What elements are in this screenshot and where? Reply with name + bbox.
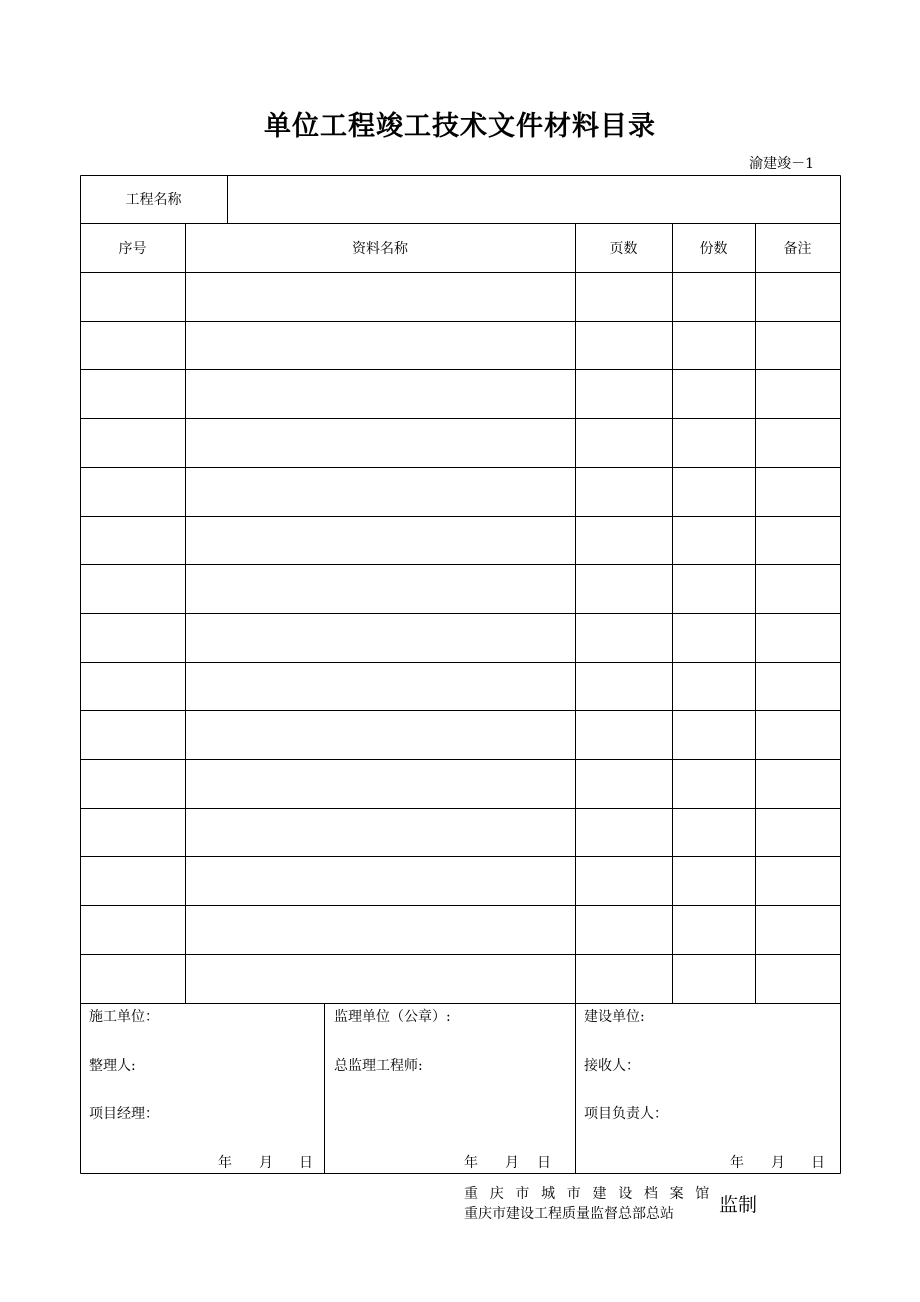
cell-copies[interactable]	[672, 905, 755, 954]
cell-remarks[interactable]	[755, 369, 840, 418]
cell-pages[interactable]	[575, 467, 672, 516]
cell-pages[interactable]	[575, 321, 672, 370]
cell-serial[interactable]	[80, 613, 185, 662]
cell-serial[interactable]	[80, 418, 185, 467]
cell-remarks[interactable]	[755, 808, 840, 857]
cell-copies[interactable]	[672, 418, 755, 467]
cell-serial[interactable]	[80, 905, 185, 954]
chief-supervisor-label: 总监理工程师:	[334, 1058, 423, 1074]
cell-copies[interactable]	[672, 321, 755, 370]
cell-copies[interactable]	[672, 564, 755, 613]
cell-name[interactable]	[185, 710, 575, 759]
cell-pages[interactable]	[575, 613, 672, 662]
cell-pages[interactable]	[575, 954, 672, 1003]
cell-remarks[interactable]	[755, 856, 840, 905]
footer-archive-name: 重庆市城市建设档案馆	[464, 1186, 721, 1202]
project-name-label: 工程名称	[125, 192, 182, 208]
cell-serial[interactable]	[80, 856, 185, 905]
cell-name[interactable]	[185, 369, 575, 418]
header-copy-count: 份数	[699, 240, 728, 257]
cell-remarks[interactable]	[755, 954, 840, 1003]
cell-name[interactable]	[185, 613, 575, 662]
header-remarks: 备注	[783, 240, 812, 257]
cell-pages[interactable]	[575, 710, 672, 759]
cell-pages[interactable]	[575, 808, 672, 857]
header-document-name: 资料名称	[352, 240, 408, 257]
cell-serial[interactable]	[80, 516, 185, 565]
receiver-label: 接收人：	[584, 1058, 640, 1074]
page-title: 单位工程竣工技术文件材料目录	[264, 111, 656, 142]
cell-serial[interactable]	[80, 759, 185, 808]
date-year-supervision: 年	[464, 1155, 478, 1171]
cell-remarks[interactable]	[755, 467, 840, 516]
cell-remarks[interactable]	[755, 321, 840, 370]
project-manager-label: 项目经理：	[89, 1106, 159, 1122]
cell-copies[interactable]	[672, 369, 755, 418]
owner-unit-label: 建设单位:	[584, 1009, 645, 1025]
cell-remarks[interactable]	[755, 759, 840, 808]
project-leader-label: 项目负责人：	[584, 1106, 668, 1122]
cell-remarks[interactable]	[755, 272, 840, 321]
cell-copies[interactable]	[672, 272, 755, 321]
cell-remarks[interactable]	[755, 710, 840, 759]
date-year-owner: 年	[730, 1155, 744, 1171]
cell-remarks[interactable]	[755, 905, 840, 954]
cell-name[interactable]	[185, 759, 575, 808]
cell-name[interactable]	[185, 564, 575, 613]
supervision-unit-label: 监理单位（公章）:	[334, 1009, 451, 1025]
project-name-value[interactable]	[227, 175, 840, 223]
cell-remarks[interactable]	[755, 564, 840, 613]
cell-serial[interactable]	[80, 710, 185, 759]
date-month-owner: 月	[771, 1155, 785, 1171]
date-day-construction: 日	[299, 1155, 313, 1171]
cell-pages[interactable]	[575, 905, 672, 954]
footer-supervision-station: 重庆市建设工程质量监督总部总站	[464, 1206, 674, 1222]
cell-pages[interactable]	[575, 856, 672, 905]
cell-name[interactable]	[185, 905, 575, 954]
cell-remarks[interactable]	[755, 662, 840, 711]
organizer-label: 整理人:	[89, 1058, 136, 1074]
cell-name[interactable]	[185, 856, 575, 905]
cell-serial[interactable]	[80, 662, 185, 711]
date-month-construction: 月	[259, 1155, 273, 1171]
date-day-supervision: 日	[537, 1155, 551, 1171]
cell-serial[interactable]	[80, 467, 185, 516]
cell-name[interactable]	[185, 272, 575, 321]
cell-serial[interactable]	[80, 564, 185, 613]
cell-copies[interactable]	[672, 954, 755, 1003]
cell-copies[interactable]	[672, 613, 755, 662]
footer-supervised-by: 监制	[719, 1194, 758, 1216]
cell-pages[interactable]	[575, 564, 672, 613]
cell-pages[interactable]	[575, 272, 672, 321]
cell-pages[interactable]	[575, 662, 672, 711]
construction-unit-label: 施工单位：	[89, 1009, 159, 1025]
cell-serial[interactable]	[80, 954, 185, 1003]
cell-remarks[interactable]	[755, 516, 840, 565]
cell-pages[interactable]	[575, 369, 672, 418]
cell-copies[interactable]	[672, 710, 755, 759]
cell-copies[interactable]	[672, 467, 755, 516]
header-page-count: 页数	[609, 240, 638, 257]
header-serial-number: 序号	[118, 240, 147, 257]
cell-name[interactable]	[185, 954, 575, 1003]
cell-name[interactable]	[185, 321, 575, 370]
cell-serial[interactable]	[80, 321, 185, 370]
date-year-construction: 年	[218, 1155, 232, 1171]
cell-name[interactable]	[185, 516, 575, 565]
date-month-supervision: 月	[505, 1155, 519, 1171]
cell-remarks[interactable]	[755, 613, 840, 662]
cell-pages[interactable]	[575, 418, 672, 467]
cell-name[interactable]	[185, 418, 575, 467]
cell-serial[interactable]	[80, 808, 185, 857]
cell-copies[interactable]	[672, 759, 755, 808]
cell-name[interactable]	[185, 808, 575, 857]
cell-serial[interactable]	[80, 369, 185, 418]
date-day-owner: 日	[811, 1155, 825, 1171]
form-code: 渝建竣－1	[749, 156, 814, 172]
cell-name[interactable]	[185, 467, 575, 516]
cell-name[interactable]	[185, 662, 575, 711]
cell-pages[interactable]	[575, 516, 672, 565]
cell-remarks[interactable]	[755, 418, 840, 467]
cell-serial[interactable]	[80, 272, 185, 321]
cell-copies[interactable]	[672, 516, 755, 565]
cell-copies[interactable]	[672, 808, 755, 857]
cell-copies[interactable]	[672, 662, 755, 711]
cell-pages[interactable]	[575, 759, 672, 808]
cell-copies[interactable]	[672, 856, 755, 905]
